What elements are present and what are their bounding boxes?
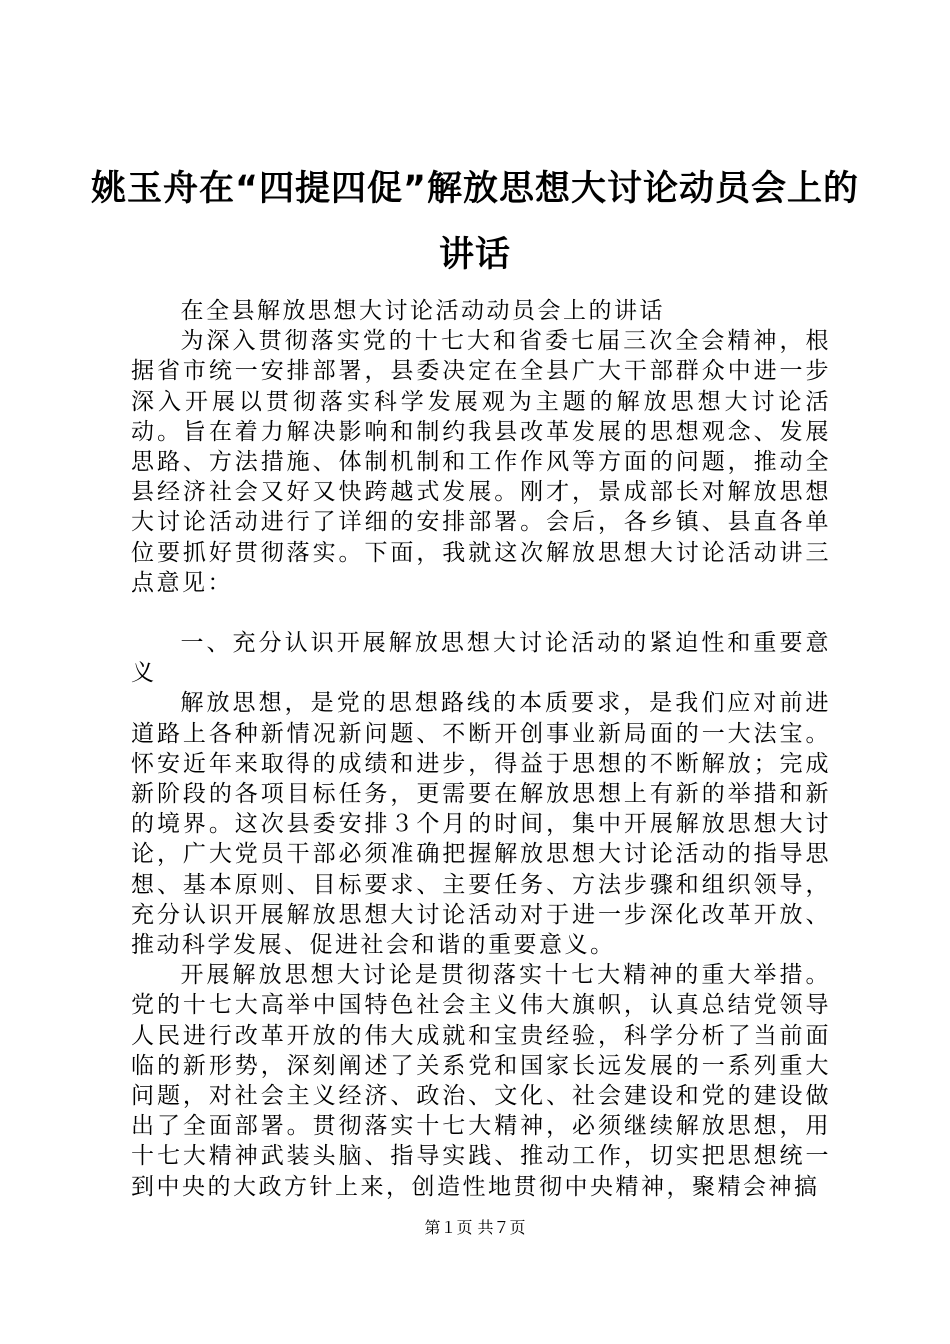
document-body (131, 296, 831, 1202)
section-heading-one: 一、充分认识开展解放思想大讨论活动的紧迫性和重要意义 (131, 630, 831, 687)
document-title: 姚玉舟在“四提四促”解放思想大讨论动员会上的讲话 (90, 169, 859, 275)
paragraph-subtitle: 在全县解放思想大讨论活动动员会上的讲话 (180, 298, 665, 324)
paragraph-seventeenth-congress: 开展解放思想大讨论是贯彻落实十七大精神的重大举措。党的十七大高举中国特色社会主义伟大旗帜，认真总结党领导人民进行改革开放的伟大成就和宝贵经验，科学分析了当前面临的新形势，深刻阐述了关系党和国家长远发展的一系列重大问题，对社会主义经济、政治、文化、社会建设和党的建设做出了全面部署。贯彻落实十七大精神，必须继续解放思想，用十七大精神武装头脑、指导实践、推动工作，切实把思想统一到中央的大政方针上来，创造性地贯彻中央精神，聚精会神搞 (131, 962, 831, 1200)
page-number-footer: 第１页 共７页 (424, 1218, 526, 1237)
paragraph-intro: 为深入贯彻落实党的十七大和省委七届三次全会精神，根据省市统一安排部署，县委决定在全县广大干部群众中进一步深入开展以贯彻落实科学发展观为主题的解放思想大讨论活动。旨在着力解决影响和制约我县改革发展的思想观念、发展思路、方法措施、体制机制和工作作风等方面的问题，推动全县经济社会又好又快跨越式发展。刚才，景成部长对解放思想大讨论活动进行了详细的安排部署。会后，各乡镇、县直各单位要抓好贯彻落实。下面，我就这次解放思想大讨论活动讲三点意见： (131, 328, 831, 596)
paragraph-liberation: 解放思想，是党的思想路线的本质要求，是我们应对前进道路上各种新情况新问题、不断开创事业新局面的一大法宝。怀安近年来取得的成绩和进步，得益于思想的不断解放；完成新阶段的各项目标任务，更需要在解放思想上有新的举措和新的境界。这次县委安排３个月的时间，集中开展解放思想大讨论，广大党员干部必须准确把握解放思想大讨论活动的指导思想、基本原则、目标要求、主要任务、方法步骤和组织领导，充分认识开展解放思想大讨论活动对于进一步深化改革开放、推动科学发展、促进社会和谐的重要意义。 (131, 690, 831, 959)
